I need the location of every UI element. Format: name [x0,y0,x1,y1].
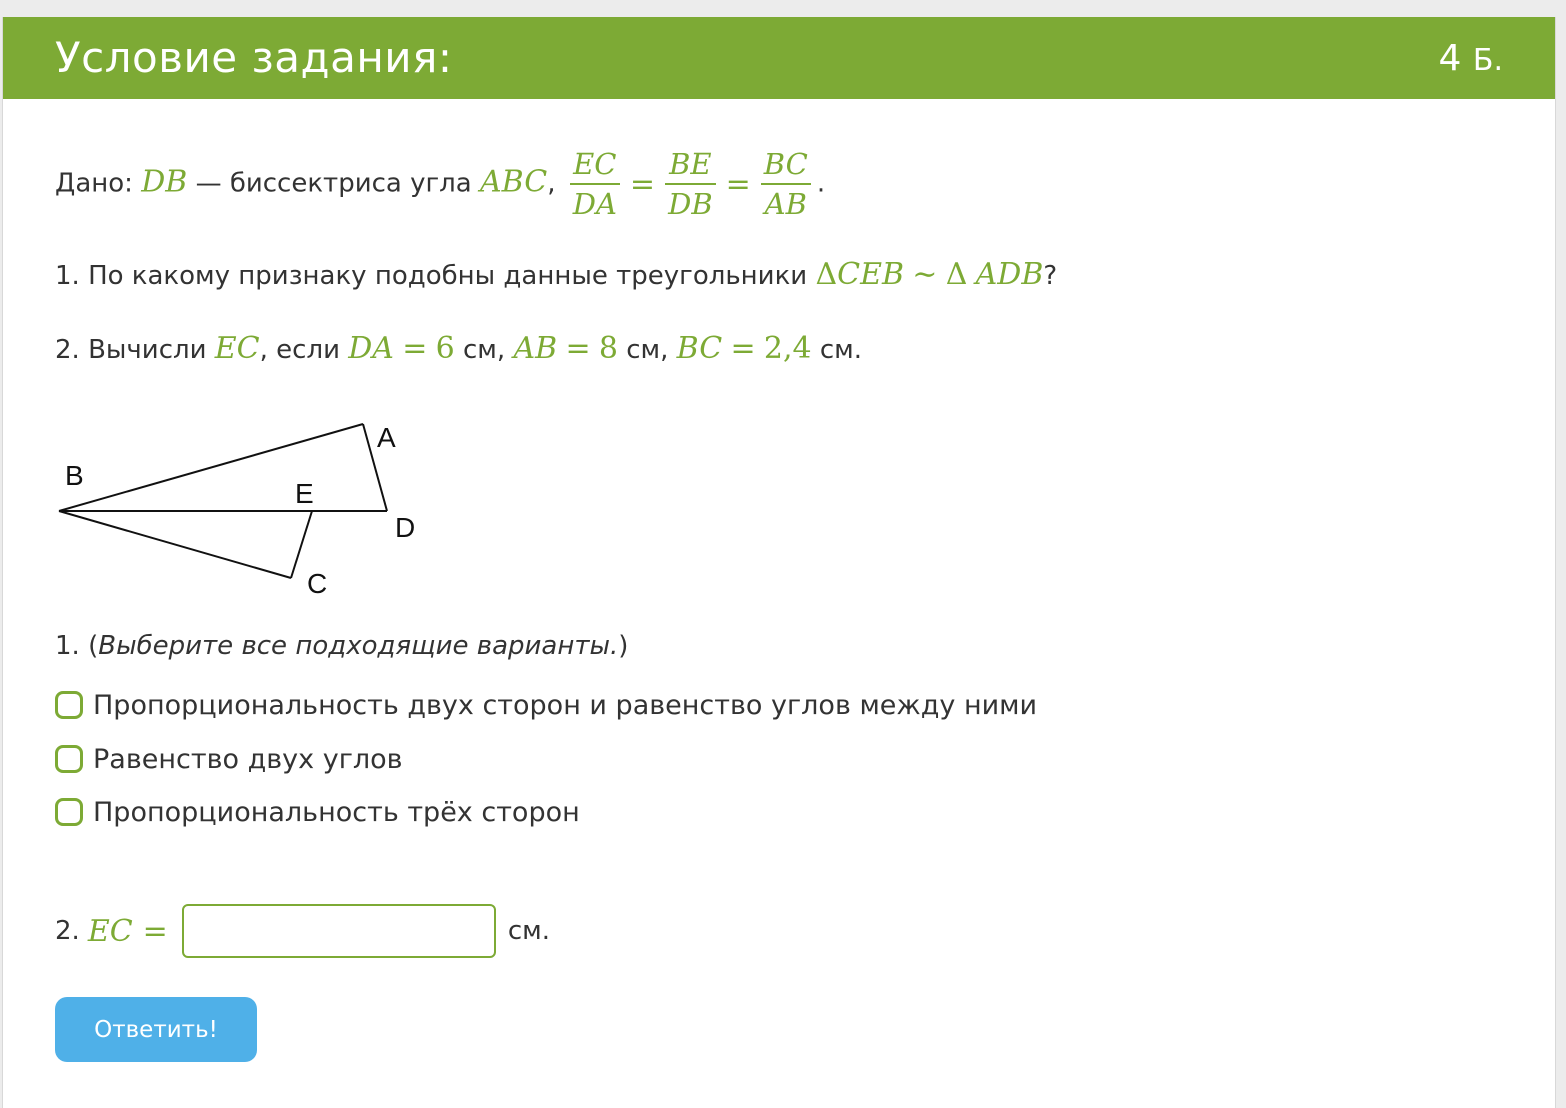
label-d: D [395,512,416,543]
task2-statement [55,331,862,366]
checkbox[interactable] [55,745,83,773]
fraction-numerator: BC [761,145,811,185]
fraction-numerator: BE [665,145,716,185]
delta-symbol: Δ [815,257,838,292]
equals-sign: = [730,331,756,366]
fraction-denominator: AB [764,187,807,221]
label-c: C [307,568,328,599]
equals-sign: = [402,331,428,366]
triangle-ceb: CEB [837,257,905,292]
option-sas[interactable] [55,687,1037,723]
task1-end: ? [1043,261,1058,291]
given-prefix: Дано: [55,168,133,199]
value-bc-name: BC [676,331,723,366]
given-segment: DB [141,164,188,200]
task2-target: EC [214,331,260,366]
task1-text: 1. По какому признаку подобны данные треугольники [55,261,808,291]
option-label: Пропорциональность трёх сторон [93,796,580,828]
checkbox[interactable] [55,798,83,826]
equals-sign: = [142,913,168,949]
similar-symbol: ∼ [912,257,938,292]
ec-answer-input[interactable] [182,904,496,958]
triangle-adb: ADB [975,257,1044,292]
given-mid-text: — биссектриса угла [195,168,472,199]
question1-open-paren: ( [88,631,99,661]
question1-number: 1. [55,631,80,661]
unit-separator: см, [626,335,669,365]
option-aa[interactable] [55,741,403,777]
option-sss[interactable] [55,794,580,830]
value-bc: 2,4 [763,331,812,366]
segment-bc [59,511,291,578]
equals-sign: = [629,166,656,202]
value-da-name: DA [348,331,394,366]
task-header [3,17,1555,99]
equals-sign: = [565,331,591,366]
header-title: Условие задания: [55,33,453,82]
triangle-figure [53,417,433,607]
given-comma: , [547,168,556,199]
points-unit: Б. [1472,43,1503,78]
option-label: Равенство двух углов [93,743,403,775]
option-label: Пропорциональность двух сторон и равенство углов между ними [93,689,1038,721]
task2-end: см. [819,335,863,365]
question2-target: EC [87,913,133,949]
unit-separator: см, [463,335,506,365]
equals-sign: = [725,166,751,202]
label-b: B [65,460,84,491]
fraction-denominator: DA [572,187,617,221]
value-ab: 8 [598,331,618,366]
fraction-numerator: EC [570,145,620,185]
question1-hint: Выберите все подходящие варианты. [98,631,619,661]
task1-statement [55,257,1057,292]
question2-row [55,903,550,959]
label-e: E [295,478,314,509]
question2-number: 2. [55,916,80,946]
question1-title [55,631,628,661]
question1-close-paren: ) [618,631,629,661]
value-ab-name: AB [513,331,558,366]
fraction-denominator: DB [668,187,713,221]
task-card [2,17,1556,1108]
given-statement [55,145,825,223]
task2-if-text: , если [259,335,340,365]
given-angle: ABC [479,164,548,200]
fraction-ec-da [570,145,620,223]
value-da: 6 [435,331,455,366]
fraction-be-db [665,145,716,223]
points-value: 4 [1438,38,1462,79]
label-a: A [377,422,396,453]
checkbox[interactable] [55,691,83,719]
fraction-bc-ab [761,145,811,223]
given-end: . [816,168,826,199]
points-badge [1439,38,1503,79]
submit-button[interactable]: Ответить! [55,997,257,1062]
segment-ba [59,424,363,511]
question2-unit: см. [507,916,550,946]
task2-prefix: 2. Вычисли [55,335,207,365]
figure-lines [59,424,387,578]
delta-symbol: Δ [945,257,968,292]
